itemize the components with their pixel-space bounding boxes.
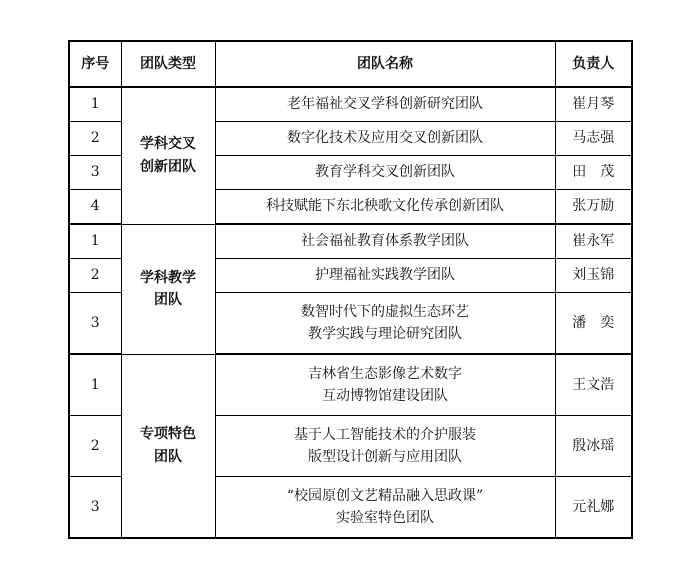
row-seq: 1 (69, 87, 121, 122)
row-seq: 3 (69, 477, 121, 539)
team-name-line: 吉林省生态影像艺术数字 (308, 365, 462, 382)
team-type-line: 团队 (154, 292, 182, 308)
team-name-line: 互动博物馆建设团队 (322, 388, 448, 404)
row-seq: 4 (69, 190, 121, 225)
row-seq: 2 (69, 416, 121, 477)
team-name-line: 教学实践与理论研究团队 (308, 326, 462, 342)
team-type-line: 学科教学 (140, 269, 196, 286)
team-name-line: 数智时代下的虚拟生态环艺 (301, 303, 469, 320)
team-leader: 刘玉锦 (555, 259, 632, 293)
team-name-line: 基于人工智能技术的介护服装 (294, 426, 476, 443)
team-name-line: 护理福祉实践教学团队 (315, 267, 455, 284)
team-type-line: 团队 (154, 448, 182, 465)
team-type-line: 创新团队 (140, 158, 196, 175)
team-type-line: 专项特色 (140, 426, 196, 443)
header-type: 团队类型 (121, 41, 215, 87)
team-type-cell (121, 224, 215, 354)
row-seq: 2 (69, 259, 121, 293)
row-seq: 3 (69, 156, 121, 190)
team-name-line: 实验室特色团队 (336, 510, 434, 526)
team-name-cell (215, 293, 555, 355)
table-row (69, 87, 632, 122)
team-name-cell (215, 259, 555, 293)
team-leader: 元礼娜 (555, 477, 632, 539)
team-leader: 崔永军 (555, 224, 632, 259)
team-name-line: 版型设计创新与应用团队 (308, 449, 462, 465)
team-name-cell (215, 122, 555, 156)
team-leader: 崔月琴 (555, 87, 632, 122)
table-row (69, 224, 632, 259)
header-name: 团队名称 (215, 41, 555, 87)
team-type-cell (121, 354, 215, 538)
row-seq: 1 (69, 354, 121, 416)
row-seq: 3 (69, 293, 121, 355)
team-name-cell (215, 87, 555, 122)
header-leader: 负责人 (555, 41, 632, 87)
team-name-cell (215, 224, 555, 259)
team-leader: 张万励 (555, 190, 632, 225)
team-leader: 马志强 (555, 122, 632, 156)
team-name-line: 教育学科交叉创新团队 (315, 164, 455, 181)
team-leader: 田 茂 (555, 156, 632, 190)
header-seq: 序号 (69, 41, 121, 87)
team-name-line: 老年福祉交叉学科创新研究团队 (287, 96, 483, 113)
team-leader: 王文浩 (555, 354, 632, 416)
team-type-cell (121, 87, 215, 224)
team-name-line: “校园原创文艺精品融入思政课” (286, 487, 484, 504)
team-name-cell (215, 354, 555, 416)
team-leader: 殷冰瑶 (555, 416, 632, 477)
row-seq: 1 (69, 224, 121, 259)
team-name-line: 科技赋能下东北秧歌文化传承创新团队 (266, 198, 504, 215)
table-row (69, 354, 632, 416)
team-leader: 潘 奕 (555, 293, 632, 355)
team-name-line: 社会福祉教育体系教学团队 (301, 233, 469, 250)
team-type-line: 学科交叉 (140, 136, 196, 153)
team-name-line: 数字化技术及应用交叉创新团队 (287, 130, 483, 147)
team-name-cell (215, 477, 555, 539)
table-body (69, 87, 632, 538)
row-seq: 2 (69, 122, 121, 156)
team-name-cell (215, 156, 555, 190)
header-row (69, 41, 632, 87)
team-table (68, 40, 633, 539)
team-name-cell (215, 416, 555, 477)
team-name-cell (215, 190, 555, 225)
